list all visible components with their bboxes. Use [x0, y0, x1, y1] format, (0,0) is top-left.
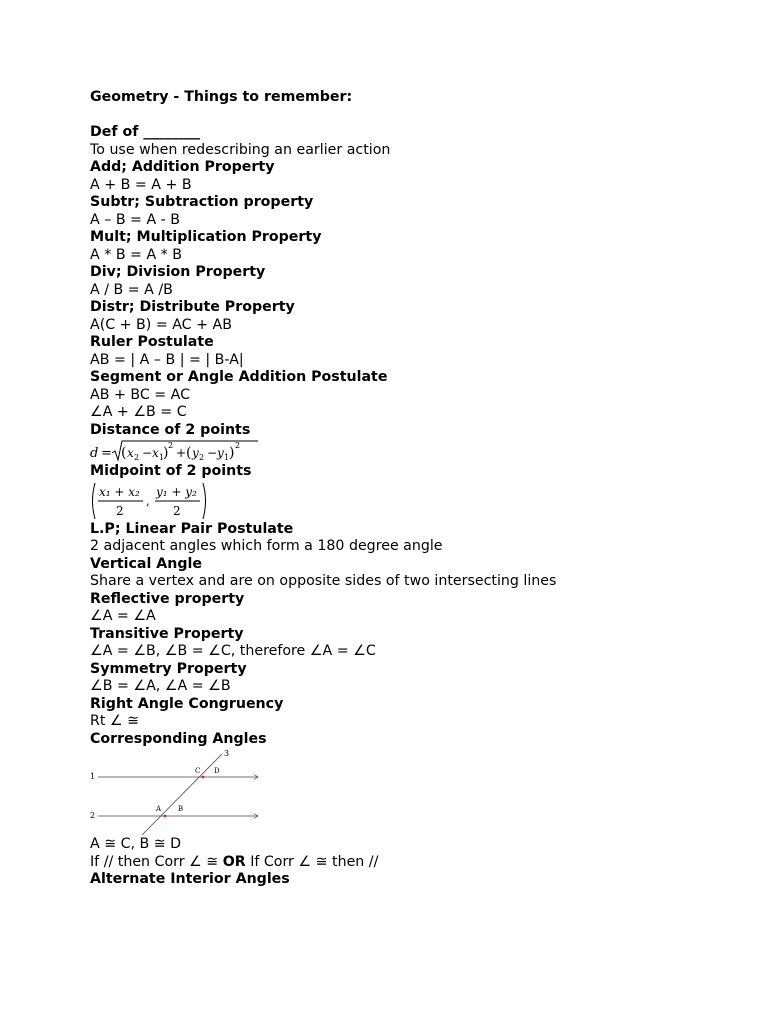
text-segment-addition-1: AB + BC = AC — [90, 386, 191, 403]
heading-distribute: Distr; Distribute Property — [90, 299, 295, 315]
formula-sub2: 2 — [134, 453, 140, 462]
document — [90, 89, 730, 889]
paren: ( — [121, 445, 127, 461]
formula-eq: = — [101, 446, 112, 461]
text-symmetry: ∠B = ∠A, ∠A = ∠B — [90, 678, 231, 694]
formula-sq: 2 — [168, 441, 174, 450]
midpoint-den2: 2 — [173, 503, 181, 518]
intersection-point-lower — [164, 815, 167, 818]
paren: ) — [229, 445, 235, 461]
paren: ) — [163, 445, 169, 461]
heading-transitive: Transitive Property — [90, 625, 244, 642]
paren: ( — [186, 445, 192, 461]
formula-x1: x — [152, 446, 159, 460]
midpoint-comma: , — [146, 493, 150, 508]
paren-right — [203, 483, 206, 519]
transversal-label: 3 — [224, 749, 230, 758]
formula-sq-b: 2 — [235, 441, 241, 450]
formula-minus: − — [142, 446, 153, 460]
text-transitive: ∠A = ∠B, ∠B = ∠C, therefore ∠A = ∠C — [90, 643, 376, 659]
heading-def-of: Def of ________ — [90, 124, 201, 140]
midpoint-num1: x₁ + x₂ — [99, 484, 140, 499]
heading-ruler-postulate: Ruler Postulate — [90, 334, 214, 350]
text-corresponding-2 — [90, 854, 730, 872]
line-1-label: 1 — [90, 772, 96, 781]
heading-symmetry: Symmetry Property — [90, 660, 247, 677]
formula-sub2b: 2 — [199, 453, 205, 462]
page-title: Geometry - Things to remember: — [90, 89, 353, 105]
formula-d: d — [90, 446, 99, 461]
text-reflective: ∠A = ∠A — [90, 608, 156, 624]
intersection-point-upper — [202, 776, 205, 779]
text-distribute: A(C + B) = AC + AB — [90, 316, 232, 333]
heading-distance: Distance of 2 points — [90, 421, 251, 438]
text-segment-addition-2: ∠A + ∠B = C — [90, 404, 187, 420]
formula-minus-b: − — [207, 446, 218, 460]
text-corresponding-1: A ≅ C, B ≅ D — [90, 836, 182, 852]
heading-addition: Add; Addition Property — [90, 159, 275, 175]
corresponding-rule-part2: If Corr ∠ ≅ then // — [245, 853, 379, 870]
formula-y1: y — [217, 446, 224, 460]
heading-multiplication: Mult; Multiplication Property — [90, 229, 322, 245]
label-b: B — [178, 805, 184, 813]
spacer — [90, 107, 730, 125]
line-2-label: 2 — [90, 811, 96, 820]
midpoint-num2: y₁ + y₂ — [156, 484, 197, 499]
text-ruler-postulate: AB = | A – B | = | B-A| — [90, 351, 244, 368]
corresponding-rule-part1: If // then Corr ∠ ≅ — [90, 853, 223, 870]
heading-segment-addition: Segment or Angle Addition Postulate — [90, 369, 388, 385]
text-def-of: To use when redescribing an earlier action — [90, 141, 391, 158]
distance-formula-graphic — [90, 439, 270, 463]
midpoint-formula-graphic — [90, 481, 220, 521]
heading-alternate-interior: Alternate Interior Angles — [90, 871, 290, 887]
formula-y2: y — [192, 446, 199, 460]
corresponding-angles-diagram — [90, 748, 730, 836]
heading-vertical-angle: Vertical Angle — [90, 555, 202, 572]
label-c: C — [195, 767, 201, 775]
formula-x2: x — [127, 446, 134, 460]
heading-corresponding: Corresponding Angles — [90, 730, 267, 747]
formula-plus: + — [176, 446, 187, 460]
text-multiplication: A * B = A * B — [90, 246, 183, 263]
text-vertical-angle: Share a vertex and are on opposite sides of two intersecting lines — [90, 573, 557, 589]
distance-formula — [90, 439, 730, 463]
text-subtraction: A – B = A - B — [90, 211, 181, 228]
midpoint-den1: 2 — [116, 503, 124, 518]
text-addition: A + B = A + B — [90, 176, 192, 193]
heading-reflective: Reflective property — [90, 590, 245, 607]
text-division: A / B = A /B — [90, 281, 173, 298]
transversal-line — [142, 754, 222, 835]
label-d: D — [214, 767, 220, 775]
corresponding-rule-or: OR — [222, 853, 246, 870]
formula-sub1b: 1 — [224, 453, 230, 462]
heading-subtraction: Subtr; Subtraction property — [90, 194, 314, 210]
heading-right-angle: Right Angle Congruency — [90, 695, 284, 712]
label-a: A — [156, 805, 162, 813]
midpoint-formula — [90, 481, 730, 521]
text-right-angle: Rt ∠ ≅ — [90, 713, 140, 729]
heading-division: Div; Division Property — [90, 264, 266, 280]
corresponding-angles-graphic — [90, 748, 270, 836]
heading-midpoint: Midpoint of 2 points — [90, 463, 252, 479]
paren-left — [93, 483, 96, 519]
formula-sub1: 1 — [159, 453, 165, 462]
text-linear-pair: 2 adjacent angles which form a 180 degree angle — [90, 538, 443, 554]
heading-linear-pair: L.P; Linear Pair Postulate — [90, 520, 294, 537]
